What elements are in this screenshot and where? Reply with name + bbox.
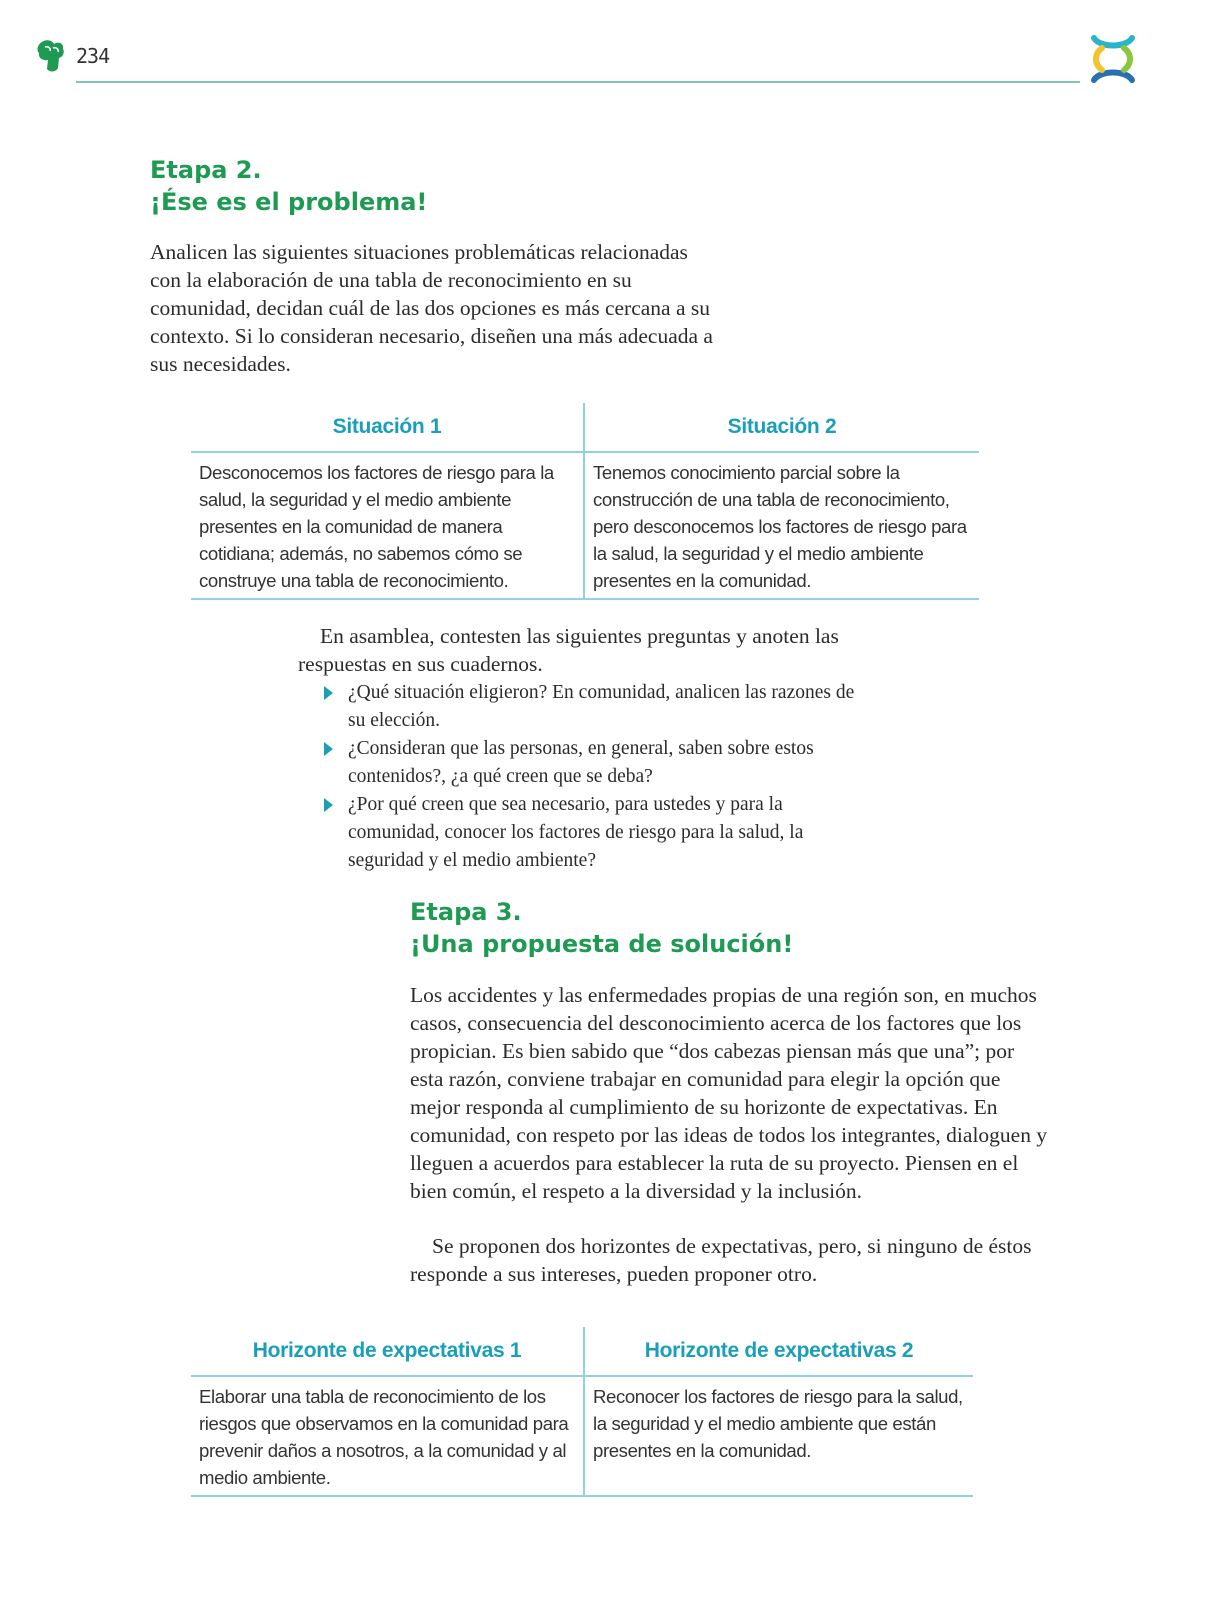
stage3-label: Etapa 3. — [410, 898, 522, 926]
stage3-heading — [410, 896, 793, 960]
stage3-paragraph-1: Los accidentes y las enfermedades propias de una región son, en muchos casos, consecuencia del desconocimiento acerca de los factores que los propician. Es bien sabido que “dos cabezas piensan más que una”; por esta razón, conviene trabajar en comunidad para elegir la opción que mejor responda al cumplimiento de su horizonte de expectativas. En comunidad, con respeto por las ideas de todos los integrantes, dialoguen y lleguen a acuerdos para establecer la ruta de su proyecto. Piensen en el bien común, el respeto a la diversidad y la inclusión. — [410, 983, 1048, 1203]
horizon-2-header: Horizonte de expectativas 2 — [584, 1327, 973, 1376]
situation-1-text: Desconocemos los factores de riesgo para la salud, la seguridad y el medio ambiente presentes en la comunidad de manera cotidiana; además, no sabemos cómo se construye una tabla de reconocimiento. — [191, 452, 584, 599]
bullet-arrow-icon — [324, 798, 333, 812]
book-emblem-icon — [36, 38, 66, 74]
page-number: 234 — [76, 44, 110, 68]
question-item: ¿Qué situación eligieron? En comunidad, analicen las razones de su elección. — [324, 679, 869, 735]
stage2-title: ¡Ése es el problema! — [150, 188, 428, 216]
question-item: ¿Por qué creen que sea necesario, para ustedes y para la comunidad, conocer los factores de riesgo para la salud, la seguridad y el medio ambiente? — [324, 791, 869, 875]
header-divider — [76, 81, 1080, 83]
questions-list — [324, 679, 869, 875]
bullet-arrow-icon — [324, 686, 333, 700]
bullet-arrow-icon — [324, 742, 333, 756]
horizon-1-header: Horizonte de expectativas 1 — [191, 1327, 584, 1376]
horizon-2-text: Reconocer los factores de riesgo para la salud, la seguridad y el medio ambiente que están presentes en la comunidad. — [584, 1376, 973, 1496]
situation-2-text: Tenemos conocimiento parcial sobre la construcción de una tabla de reconocimiento, pero desconocemos los factores de riesgo para la salud, la seguridad y el medio ambiente presentes en la comunidad. — [584, 452, 979, 599]
stage3-paragraph-2: Se proponen dos horizontes de expectativas, pero, si ninguno de éstos responde a sus intereses, pueden proponer otro. — [410, 1234, 1032, 1286]
stage2-label: Etapa 2. — [150, 156, 262, 184]
horizon-1-text: Elaborar una tabla de reconocimiento de los riesgos que observamos en la comunidad para prevenir daños a nosotros, a la comunidad y al medio ambiente. — [191, 1376, 584, 1496]
situation-1-header: Situación 1 — [191, 403, 584, 452]
stage3-title: ¡Una propuesta de solución! — [410, 930, 794, 958]
community-logo-icon — [1086, 32, 1140, 86]
situation-2-header: Situación 2 — [584, 403, 979, 452]
assembly-instructions: En asamblea, contesten las siguientes preguntas y anoten las respuestas en sus cuadernos. — [298, 624, 839, 676]
page-header — [0, 0, 1214, 90]
situations-table — [191, 403, 979, 600]
stage2-heading — [150, 154, 427, 218]
stage2-intro: Analicen las siguientes situaciones problemáticas relacionadas con la elaboración de una tabla de reconocimiento en su comunidad, decidan cuál de las dos opciones es más cercana a su contexto. Si lo consideran necesario, diseñen una más adecuada a sus necesidades. — [150, 240, 713, 376]
question-item: ¿Consideran que las personas, en general, saben sobre estos contenidos?, ¿a qué creen que se deba? — [324, 735, 869, 791]
horizons-table — [191, 1327, 973, 1497]
